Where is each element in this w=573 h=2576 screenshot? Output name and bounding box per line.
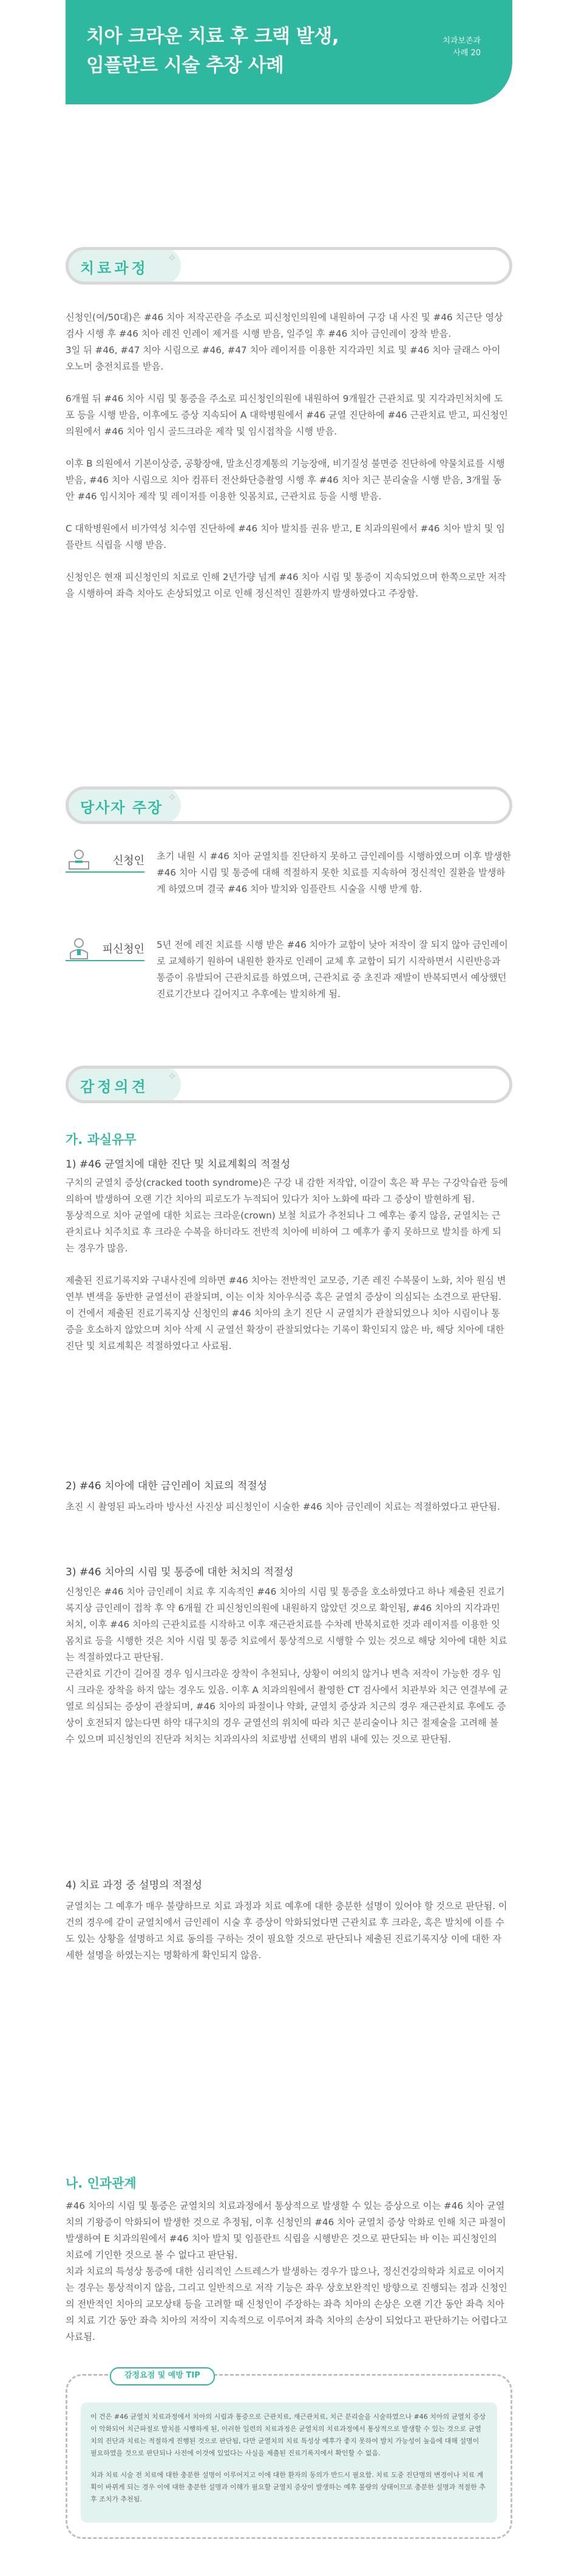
party-respondent xyxy=(66,937,512,1010)
role-underline xyxy=(66,871,144,873)
opinion-paragraph: 제출된 진료기록지와 구내사진에 의하면 #46 치아는 전반적인 교모증, 기존 레진 수복물이 노화, 치아 원심 변연부 변색을 동반한 균열선이 관찰되며, 이는 이차 치아우식증 혹은 균열치 증상이 의심되는 소견으로 판단됨. 이 건에서 제출된 진료기록지상 신청인의 #46 치아의 초기 진단 시 균열치가 관찰되었으나 치아 시림이나 통증을 호소하지 않았으며 치아 삭제 시 균열선 확장이 관찰되었다는 기록이 확인되지 않은 바, 해당 치아에 대한 진단 및 치료계획은 적절하였다고 사료됨. xyxy=(66,1275,506,1351)
tip-paragraph: 이 건은 #46 균열치 치료과정에서 치아의 시림과 통증으로 근관치료, 재근관치료, 치근 분리술을 시술하였으나 #46 치아의 균열치 증상이 악화되어 치근파절로 발치를 시행하게 된, 이러한 일련의 치료과정은 균열치의 치료과정에서 통상적으로 발생할 수 있는 것으로 균열치의 진단과 치료는 적절하게 진행된 것으로 판단됨, 다만 균열치의 치료 특성상 예후가 좋지 못하여 발치 가능성이 높음에 대해 설명이 필요하였을 것으로 판단되나 사전에 이것에 있었다는 사실을 제출된 진료기록지에서 확인할 수 없음. xyxy=(90,2413,486,2457)
treatment-body xyxy=(66,309,509,618)
opinion-subheading-fault: 가. 과실유무 xyxy=(66,1132,137,1147)
party-applicant xyxy=(66,848,512,921)
treatment-paragraph: 신청인은 현재 피신청인의 치료로 인해 2년가량 넘게 #46 치아 시림 및 통증이 지속되었으며 한쪽으로만 저작을 시행하여 좌측 치아도 손상되었고 이로 인해 정신적인 질환까지 발생하였다고 주장함. xyxy=(66,572,506,599)
case-badge: 치과보존과 사례 20 xyxy=(442,36,481,58)
respondent-role: 피신청인 xyxy=(102,943,144,956)
applicant-role: 신청인 xyxy=(112,854,144,867)
tip-inner xyxy=(81,2402,497,2523)
sparkle-icon: ✧ xyxy=(168,1070,177,1083)
sparkle-icon: ✧ xyxy=(168,252,177,265)
treatment-paragraph: 신청인(여/50대)은 #46 치아 저작곤란을 주소로 피신청인의원에 내원하여 구강 내 사진 및 #46 치근단 영상검사 시행 후 #46 치아 레진 인레이 제거를 시행 받음, 일주일 후 #46 치아 금인레이 장착 받음. 3일 뒤 #46, #47 치아 시림으로 #46, #47 치아 레이저를 이용한 지각과민 치료 및 #46 치아 글래스 아이오노머 충전치료를 받음. xyxy=(66,312,503,372)
opinion-item-title: 1) #46 균열치에 대한 진단 및 치료계획의 적절성 xyxy=(66,1158,291,1171)
respondent-text: 5년 전에 레진 치료를 시행 받은 #46 치아가 교합이 낮아 저작이 잘 되지 않아 금인레이로 교체하기 원하여 내원한 환자로 인레이 교체 후 교합이 되기 시작하면서 시린반응과 통증이 유발되어 근관치료를 하였으며, 근관치료 중 초진과 재발이 반복되면서 예상했던 진료기간보다 길어지고 추후에는 발치하게 됨. xyxy=(157,939,508,999)
opinion-item-title: 2) #46 치아에 대한 금인레이 치료의 적절성 xyxy=(66,1480,268,1492)
section-opinion xyxy=(66,1066,512,1103)
opinion-paragraph: 구치의 균열치 증상(cracked tooth syndrome)은 구강 내 감한 저작압, 이갈이 혹은 꽉 무는 구강악습관 등에 의하여 발생하여 오랜 기간 치아의 피로도가 누적되어 있다가 치아 노화에 따라 그 증상이 발현하게 됨. 통상적으로 치아 균열에 대한 치료는 크라운(crown) 보철 치료가 추천되나 그 예후는 좋지 않음, 균열치는 근관치료나 치주치료 후 크라운 수복을 하더라도 전반적 치아에 비하여 그 예후가 좋지 못하므로 발치를 하게 되는 경우가 많음. xyxy=(66,1177,508,1254)
tip-box xyxy=(66,2371,512,2539)
opinion-item-title: 4) 치료 과정 중 설명의 적절성 xyxy=(66,1879,203,1891)
role-underline xyxy=(66,960,144,961)
opinion-item-body xyxy=(66,1898,509,1979)
applicant-text: 초기 내원 시 #46 치아 균열치를 진단하지 못하고 금인레이를 시행하였으며 이후 발생한 #46 치아 시림 및 통증에 대해 적절하지 못한 치료를 지속하여 정신적인 질환을 발생하게 하였으며 결국 #46 치아 발치와 임플란트 시술을 시행 받게 함. xyxy=(157,851,511,894)
section-claims xyxy=(66,786,512,824)
opinion-subheading-causality: 나. 인과관계 xyxy=(66,2176,137,2191)
opinion-item-body xyxy=(66,1584,509,1763)
opinion-item-body xyxy=(66,1175,509,1370)
opinion-item-body xyxy=(66,1499,509,1531)
treatment-paragraph: C 대학병원에서 비가역성 치수염 진단하에 #46 치아 발치를 권유 받고, E 치과의원에서 #46 치아 발치 및 임플란트 식립을 시행 받음. xyxy=(66,523,505,550)
opinion-paragraph: 초진 시 촬영된 파노라마 방사선 사진상 피신청인이 시술한 #46 치아 금인레이 치료는 적절하였다고 판단됨. xyxy=(66,1501,500,1512)
causality-paragraph: #46 치아의 시림 및 통증은 균열치의 치료과정에서 통상적으로 발생할 수 있는 증상으로 이는 #46 치아 균열치의 기왕증이 악화되어 발생한 것으로 추정됨, 이후 신청인의 #46 치아 균열치 증상 악화로 인해 치근 파절이 발생하여 E 치과의원에서 #46 치아 발치 및 임플란트 식립을 시행받은 것으로 판단되는 바 이는 피신청인의 치료에 기인한 것으로 볼 수 없다고 판단됨. 치과 치료의 특성상 통증에 대한 심리적인 스트레스가 발생하는 경우가 많으나, 정신건강의학과 치료로 이어지는 경우는 통상적이지 않음, 그리고 일반적으로 저작 기능은 좌우 상호보완적인 방향으로 진행되는 점과 신청인의 전반적인 치아의 교모상태 등을 고려할 때 신청인이 주장하는 좌측 치아의 손상은 오랜 기간 동안 좌측 치아의 치료 기간 동안 좌측 치아의 저작이 지속적으로 이루어져 좌측 치아의 손상이 되었다고 판단하기는 어렵다고 사료됨. xyxy=(66,2200,507,2342)
header-banner xyxy=(66,0,512,104)
tip-label: 감정요점 및 예방 TIP xyxy=(110,2367,215,2385)
section-treatment xyxy=(66,247,512,285)
causality-body xyxy=(66,2198,509,2361)
tip-paragraph: 치과 치료 시술 전 치료에 대한 충분한 설명이 이루어지고 이에 대한 환자의 동의가 반드시 필요함. 치료 도중 진단명의 변경이나 치료 계획이 바뀌게 되는 경우 이에 대한 충분한 설명과 이해가 필요할 균열치 증상이 발생하는 예후 불량의 상태이므로 충분한 설명과 적절한 추후 조치가 추천됨. xyxy=(90,2471,486,2503)
opinion-item-title: 3) #46 치아의 시림 및 통증에 대한 처치의 적절성 xyxy=(66,1566,294,1578)
page-title: 치아 크라운 치료 후 크랙 발생, 임플란트 시술 추장 사례 xyxy=(86,25,339,76)
tip-text xyxy=(90,2411,487,2515)
opinion-paragraph: 신청인은 #46 치아 금인레이 치료 후 지속적인 #46 치아의 시림 및 통증을 호소하였다고 하나 제출된 진료기록지상 금인레이 접착 후 약 6개월 간 피신청인의원에 내원하지 않았던 것으로 확인됨, #46 치아의 지각과민처치, 이후 #46 치아의 근관치료를 시작하고 이후 재근관치료를 수차례 반복치료한 것과 레이저를 이용한 잇몸치료 등을 시행한 것은 치아 시림 및 통증 치료에서 통상적으로 시행할 수 있는 것으로 해당 치아에 대한 치료는 적절하였다고 판단됨. 근관치료 기간이 길어질 경우 임시크라운 장착이 추천되나, 상황이 여의치 않거나 변측 저작이 가능한 경우 임시 크라운 장착을 하지 않는 경우도 있음. 이후 A 치과의원에서 촬영한 CT 검사에서 치관부와 치근 연결부에 균열로 의심되는 증상이 관찰되며, #46 치아의 파절이나 약화, 균열치 증상과 치근의 경우 재근관치료 후에도 증상이 호전되지 않는다면 하악 대구치의 경우 균열선의 위치에 따라 치근 분리술이나 치근 절제술을 고려해 볼 수 있으며 피신청인의 진단과 처치는 치과의사의 치료방법 선택의 범위 내에 있는 것으로 판단됨. xyxy=(66,1586,508,1745)
sparkle-icon: ✧ xyxy=(168,791,177,804)
treatment-paragraph: 6개월 뒤 #46 치아 시림 및 통증을 주소로 피신청인의원에 내원하여 9개월간 근관치료 및 지각과민처치에 도포 등을 시행 받음, 이후에도 증상 지속되어 A 대학병원에서 #46 균열 진단하에 #46 근관치료 받고, 피신청인의원에서 #46 치아 임시 골드크라운 제작 및 임시접착을 시행 받음. xyxy=(66,393,508,437)
opinion-paragraph: 균열치는 그 예후가 매우 불량하므로 치료 과정과 치료 예후에 대한 충분한 설명이 있어야 할 것으로 판단됨. 이 건의 경우에 같이 균열치에서 금인레이 시술 후 증상이 악화되었다면 근관치료 후 크라운, 혹은 발치에 이를 수도 있는 상황을 설명하고 치료 동의를 구하는 것이 필요할 것으로 판단되나 제출된 진료기록지상 이에 대한 자세한 설명을 하였는지는 명확하게 확인되지 않음. xyxy=(66,1901,507,1961)
section-label: 감정의견 xyxy=(80,1078,149,1095)
treatment-paragraph: 이후 B 의원에서 기본이상증, 공황장애, 말초신경계통의 기능장애, 비기질성 불면증 진단하에 약물치료를 시행 받음, #46 치아 시림으로 치아 컴퓨터 전산화단층촬영 시행 후 #46 치아 치근 분리술을 시행 받음, 3개월 동안 #46 임시치아 제작 및 레이저를 이용한 잇몸치료, 근관치료 등을 시행 받음. xyxy=(66,458,505,502)
section-label: 당사자 주장 xyxy=(80,799,163,816)
section-label: 치료과정 xyxy=(80,260,149,277)
